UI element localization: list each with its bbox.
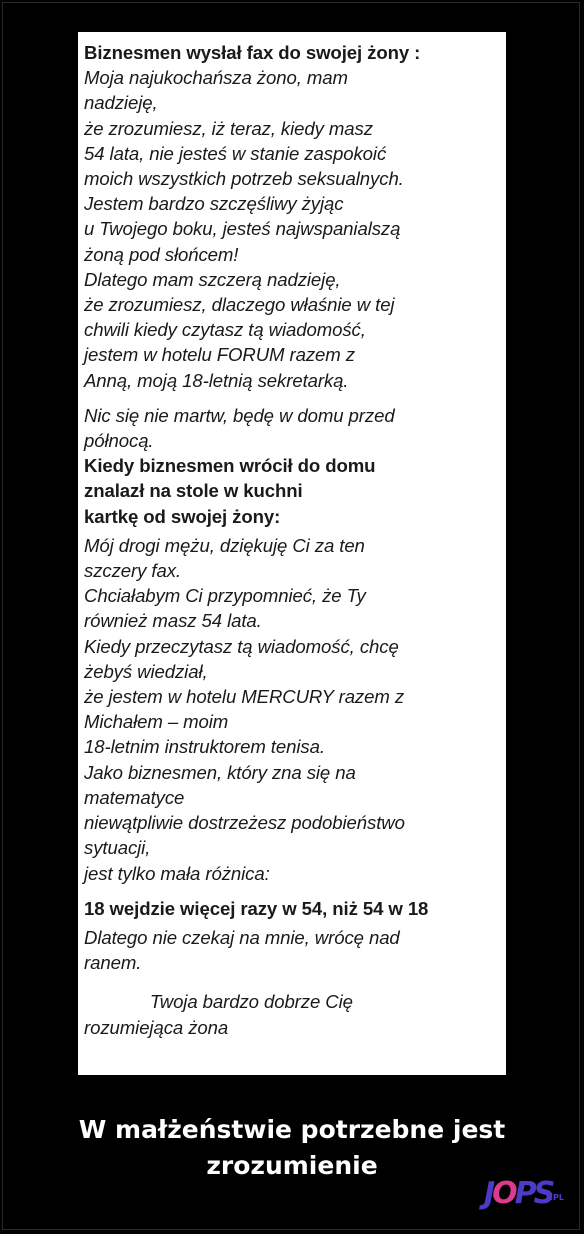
text-line: również masz 54 lata. — [84, 610, 262, 632]
text-line: 54 lata, nie jesteś w stanie zaspokoić — [84, 142, 387, 164]
text-line: u Twojego boku, jesteś najwspanialszą — [84, 218, 401, 240]
text-line: Nic się nie martw, będę w domu przed — [84, 404, 395, 426]
text-line: północą. — [84, 430, 154, 452]
text-line: Moja najukochańsza żono, mam — [84, 67, 348, 89]
text-line: znalazł na stole w kuchni — [84, 480, 303, 502]
caption-line: zrozumienie — [206, 1151, 378, 1180]
letter-husband — [84, 65, 496, 453]
text-line: żebyś wiedział, — [84, 660, 208, 682]
text-line: Anną, moją 18-letnią sekretarką. — [84, 369, 349, 391]
text-line: Michałem – moim — [84, 711, 229, 733]
caption-line: W małżeństwie potrzebne jest — [78, 1115, 506, 1144]
letter-wife — [84, 533, 496, 886]
text-line: nadzieję, — [84, 92, 158, 114]
text-line: moich wszystkich potrzeb seksualnych. — [84, 168, 404, 190]
text-line: że zrozumiesz, iż teraz, kiedy masz — [84, 117, 373, 139]
spacer — [84, 975, 496, 985]
text-line: żoną pod słońcem! — [84, 243, 239, 265]
logo-letter: J — [484, 1176, 493, 1211]
text-line: Dlatego mam szczerą nadzieję, — [84, 268, 341, 290]
text-line: że jestem w hotelu MERCURY razem z — [84, 686, 405, 708]
text-line: Kiedy biznesmen wrócił do domu — [84, 455, 376, 477]
logo-suffix: .PL — [550, 1193, 564, 1202]
spacer — [84, 393, 496, 403]
text-line: matematyce — [84, 786, 185, 808]
fax-text — [78, 32, 506, 1040]
text-line: Jestem bardzo szczęśliwy żyjąc — [84, 193, 344, 215]
signature-line: rozumiejąca żona — [84, 1016, 229, 1038]
text-line: Jako biznesmen, który zna się na — [84, 761, 356, 783]
text-line: jest tylko mała różnica: — [84, 862, 270, 884]
text-line: jestem w hotelu FORUM razem z — [84, 344, 355, 366]
text-line: Chciałabym Ci przypomnieć, że Ty — [84, 585, 366, 607]
text-line: niewątpliwie dostrzeżesz podobieństwo — [84, 812, 405, 834]
site-logo — [484, 1172, 564, 1216]
text-line: że zrozumiesz, dlaczego właśnie w tej — [84, 294, 395, 316]
text-line: Mój drogi mężu, dziękuję Ci za ten — [84, 534, 365, 556]
text-line: szczery fax. — [84, 560, 181, 582]
fax-image — [78, 32, 506, 1075]
logo-letter: PS — [514, 1176, 553, 1211]
text-line: kartkę od swojej żony: — [84, 505, 281, 527]
text-line: 18-letnim instruktorem tenisa. — [84, 736, 325, 758]
text-line: Kiedy przeczytasz tą wiadomość, chcę — [84, 635, 399, 657]
text-line: chwili kiedy czytasz tą wiadomość, — [84, 319, 366, 341]
spacer — [84, 886, 496, 896]
signature-line: Twoja bardzo dobrze Cię — [84, 991, 353, 1013]
text-line: ranem. — [84, 952, 142, 974]
punchline: 18 wejdzie więcej razy w 54, niż 54 w 18 — [84, 897, 429, 919]
logo-letter: O — [492, 1176, 515, 1211]
text-line: Dlatego nie czekaj na mnie, wrócę nad — [84, 926, 400, 948]
fax-title: Biznesmen wysłał fax do swojej żony : — [84, 42, 421, 63]
text-line: sytuacji, — [84, 837, 151, 859]
letter-wife-end — [84, 925, 496, 1040]
narration — [84, 453, 496, 529]
